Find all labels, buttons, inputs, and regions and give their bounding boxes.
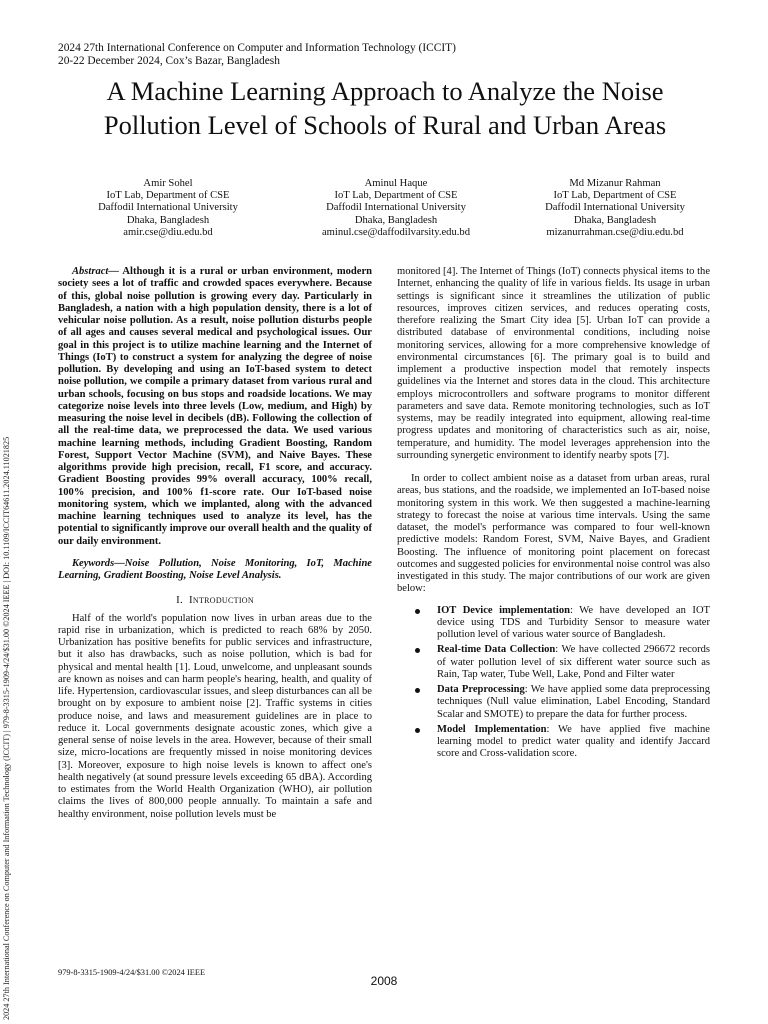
abstract-label: Abstract—	[72, 266, 119, 277]
paper-title: A Machine Learning Approach to Analyze the Noise Pollution Level of Schools of Rural and Urban Areas	[103, 76, 667, 140]
contribution-text: : We have developed an IOT device using TDS and Turbidity Sensor to measure water pollution level of various water source of Bangladesh.	[437, 604, 710, 640]
list-item	[437, 684, 710, 721]
intro-paragraph-1-continued: monitored [4]. The Internet of Things (IoT) connects physical items to the Internet, enhancing the quality of life in various fields. Its usage in urban settings is significant since it streamlines the utilization of public resources, improves citizen services, and reduces operating costs, therefore realizing the Smart City idea [5]. Urban IoT can provide a distributed database of environmental conditions, including noise monitoring services, allowing for a more comprehensive knowledge of environmental circumstances [6]. The primary goal is to build and implement a productive inspection model that remotely inspects guidelines via the Internet and stores data in the cloud. This architecture employs microcontrollers and software programs to monitor different parameters and save data. Remote monitoring technologies, such as IoT systems, may be readily integrated into equipment, allowing real-time progress updates and monitoring of characteristics such as air, noise, temperature, and humidity. The model leverages apprehension into the surrounding synergetic environment to identify nearby spots [7].	[397, 266, 710, 461]
list-item	[437, 724, 710, 761]
author-dept: IoT Lab, Department of CSE	[553, 190, 677, 202]
contribution-text: : We have collected 296672 records of water pollution level of six different water source such as Rain, Tap water, Tube Well, Lake, Pond and Filter water	[437, 644, 710, 680]
left-column	[58, 266, 372, 821]
author-city: Dhaka, Bangladesh	[354, 214, 438, 226]
author-dept: IoT Lab, Department of CSE	[106, 190, 230, 202]
author-email: amir.cse@diu.edu.bd	[123, 226, 213, 238]
author-email: mizanurrahman.cse@diu.edu.bd	[546, 226, 684, 238]
author-org: Daffodil International University	[545, 202, 685, 214]
list-item	[437, 605, 710, 642]
intro-paragraph-1: Half of the world's population now lives in urban areas due to the rapid rise in urbanization, which is predicted to reach 68% by 2050. Urbanization has positive benefits for public services and infrastructure, but it also has drawbacks, such as noise pollution, which is bad for physical and mental health [1]. Loud, unwelcome, and unpleasant sounds are known as noises and can harm people's hearing, health, and quality of life. Hypertension, cardiovascular issues, and sleep disturbances can all be brought on by exposure to ambient noise [2]. Traffic systems in cities produce noise, and laws and measurement guidelines are in place to reduce it. Local governments designate acoustic zones, which give a general sense of noise levels in the area. However, because of their small size, micro-locations are frequently missed in noise monitoring devices [3]. Moreover, exposure to high noise levels is known to affect one's health negatively (at sound pressure levels exceeding 65 dBA). According to estimates from the World Health Organization (WHO), air pollution claims the lives of 800,000 people annually. To maintain a safe and healthy environment, noise pollution levels must be	[58, 612, 372, 820]
author-org: Daffodil International University	[98, 202, 238, 214]
keywords-label: Keywords—	[72, 557, 125, 569]
conference-date-place: 20-22 December 2024, Cox’s Bazar, Bangladesh	[58, 55, 280, 67]
abstract	[58, 266, 372, 548]
author-name: Aminul Haque	[364, 178, 428, 189]
contribution-term: Data Preprocessing	[437, 684, 525, 695]
conference-header	[58, 42, 456, 68]
contribution-term: Real-time Data Collection	[437, 644, 556, 656]
author-email: aminul.cse@daffodilvarsity.edu.bd	[321, 226, 471, 238]
author-2	[286, 178, 506, 239]
conference-name: 2024 27th International Conference on Computer and Information Technology (ICCIT)	[58, 42, 456, 54]
keywords-text: Noise Pollution, Noise Monitoring, IoT, Machine Learning, Gradient Boosting, Noise Level Analysis.	[58, 557, 372, 581]
contribution-text: : We have applied some data preprocessing techniques (Null value elimination, Label Encoding, Standard Scalar and SMOTE) to prepare the data for further process.	[437, 684, 710, 720]
author-3	[505, 178, 725, 239]
author-name: Amir Sohel	[143, 178, 193, 189]
author-block	[58, 178, 728, 242]
page-number: 2008	[370, 974, 398, 988]
author-city: Dhaka, Bangladesh	[573, 214, 657, 226]
author-org: Daffodil International University	[326, 202, 466, 214]
footer-isbn: 979-8-3315-1909-4/24/$31.00 ©2024 IEEE	[58, 968, 206, 977]
abstract-text: Although it is a rural or urban environment, modern society sees a lot of traffic and crowded spaces everywhere. Because of this, global noise pollution is growing every day. Particularly in Bangladesh, a nation with a high population density, there is a lot of vehicular noise pollution. As a result, noise pollution disturbs people of all ages and causes several medical and psychological issues. Our goal in this project is to utilize machine learning and the Internet of Things (IoT) to construct a system for analyzing the degree of noise pollution. By developing and using an IoT-based system to detect noise pollution, we compile a primary dataset from various rural and urban schools, focusing on bus stops and roadside locations. We may categorize noise levels into three levels (Low, medium, and High) by measuring the noise level in decibels (dB). Following the collection of all the real-time data, we preprocessed the data. We used various machine learning methods, including Gradient Boosting, Random Forest, Support Vector Machine (SVM), and Naive Bayes. These algorithms provide high precision, recall, F1 score, and accuracy. Gradient Boosting provides 99% overall accuracy, 100% recall, 100% precision, and 100% f1-score rate. Our IoT-based noise monitoring system, which we implanted, along with the advanced machine learning techniques used to analyze its level, has the potential to significantly improve our overall health and the quality of our daily environment.	[58, 266, 372, 547]
contribution-text: : We have applied five machine learning model to predict water quality and identify Jaccard score and Cross-validation score.	[437, 723, 710, 760]
right-column	[397, 266, 710, 764]
section-number: I.	[176, 594, 183, 607]
contributions-list	[397, 605, 710, 761]
author-1	[58, 178, 278, 239]
doi-side-note: 2024 27th International Conference on Computer and Information Technology (ICCIT) | 979-8-3315-1909-4/24/$31.00 ©2024 IEEE | DOI: 10.1109/ICCIT64611.2024.11021825	[2, 436, 11, 1020]
intro-paragraph-2: In order to collect ambient noise as a dataset from urban areas, rural areas, bus stations, and the roadside, we implemented an IoT-based noise monitoring system in this work. We then suggested a machine-learning strategy to forecast the noise at various time intervals. Using the same dataset, the model's performance was compared to four well-known predictive models: Random Forest, SVM, Naive Bayes, and Gradient Boosting. The influence of monitoring point placement on forecast outcomes and suggested policies for environmental noise control was also investigated in this study. The major contributions of our work are given below:	[397, 473, 710, 595]
author-city: Dhaka, Bangladesh	[126, 214, 210, 226]
list-item	[437, 644, 710, 681]
contribution-term: IOT Device implementation	[437, 604, 570, 616]
contribution-term: Model Implementation	[437, 723, 547, 735]
keywords	[58, 558, 372, 583]
section-heading-introduction	[58, 594, 372, 606]
author-dept: IoT Lab, Department of CSE	[334, 190, 458, 202]
section-title: Introduction	[188, 594, 254, 607]
author-name: Md Mizanur Rahman	[569, 178, 661, 189]
